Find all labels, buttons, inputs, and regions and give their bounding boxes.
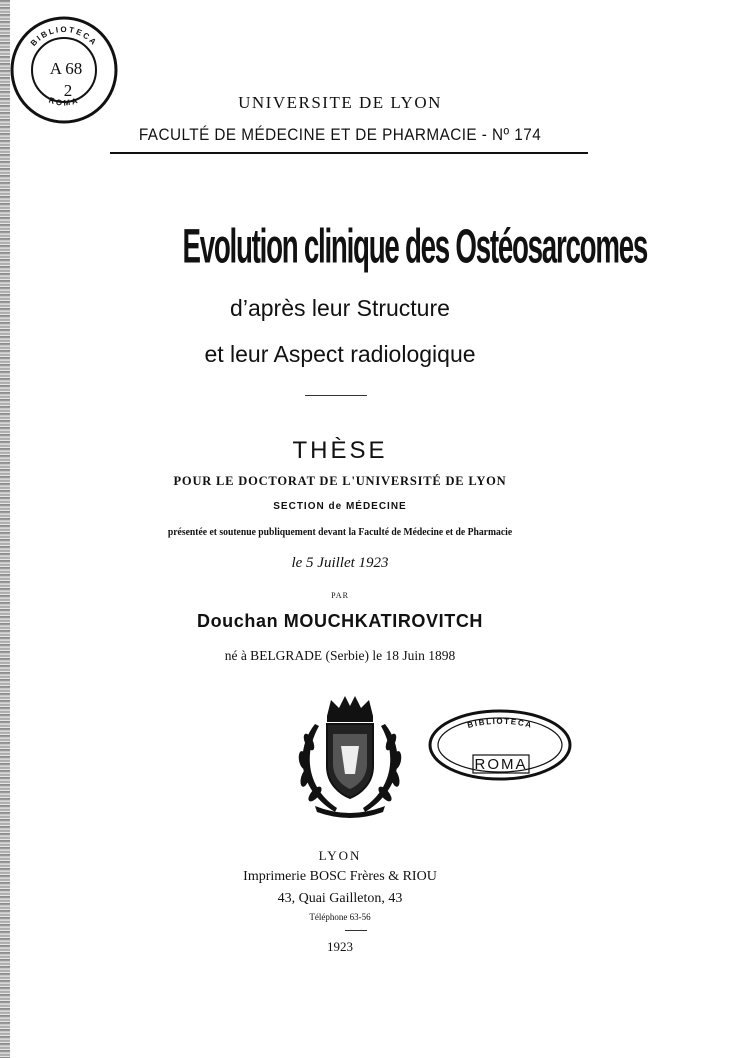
faculty-line: FACULTÉ DE MÉDECINE ET DE PHARMACIE - Nº 174 bbox=[138, 125, 542, 144]
imprint-city: LYON bbox=[318, 848, 362, 863]
header-rule bbox=[110, 152, 588, 154]
shelfmark-line1: A 68 bbox=[49, 59, 83, 78]
presentation-line: présentée et soutenue publiquement devant la Faculté de Médecine et de Pharmacie bbox=[167, 527, 513, 538]
thesis-title: Evolution clinique des Ostéosarcomes bbox=[182, 219, 648, 274]
oval-library-stamp bbox=[425, 705, 575, 785]
author-birth: né à BELGRADE (Serbie) le 18 Juin 1898 bbox=[224, 648, 456, 663]
library-stamp-bottom-text: ROMA bbox=[47, 95, 81, 108]
shelfmark-line2: 2 bbox=[63, 81, 73, 100]
library-stamp-top-text: BIBLIOTECA bbox=[28, 24, 100, 48]
coat-of-arms-emblem bbox=[285, 694, 415, 822]
imprint-year: 1923 bbox=[327, 939, 353, 954]
imprint-telephone: Téléphone 63-56 bbox=[309, 912, 371, 922]
these-heading: THÈSE bbox=[292, 437, 388, 464]
oval-stamp-city: ROMA bbox=[474, 756, 528, 773]
imprint-divider bbox=[345, 930, 367, 931]
thesis-subtitle-line2: et leur Aspect radiologique bbox=[204, 341, 476, 367]
defense-date: le 5 Juillet 1923 bbox=[291, 555, 389, 571]
par-label: PAR bbox=[331, 591, 349, 600]
doctorat-line: POUR LE DOCTORAT DE L'UNIVERSITÉ DE LYON bbox=[173, 474, 507, 488]
scanned-page-edge bbox=[0, 0, 10, 1058]
author-name: Douchan MOUCHKATIROVITCH bbox=[196, 611, 484, 631]
imprint-printer: Imprimerie BOSC Frères & RIOU bbox=[243, 869, 437, 884]
svg-text:BIBLIOTECA bbox=[466, 717, 533, 730]
imprint-address: 43, Quai Gailleton, 43 bbox=[277, 891, 403, 906]
oval-stamp-arc-text: BIBLIOTECA bbox=[466, 716, 534, 730]
title-divider bbox=[305, 395, 367, 396]
svg-text:BIBLIOTECA bbox=[29, 25, 99, 48]
thesis-subtitle-line1: d’après leur Structure bbox=[230, 295, 450, 321]
university-name: UNIVERSITE DE LYON bbox=[238, 93, 442, 112]
section-line: SECTION de MÉDECINE bbox=[273, 501, 407, 512]
